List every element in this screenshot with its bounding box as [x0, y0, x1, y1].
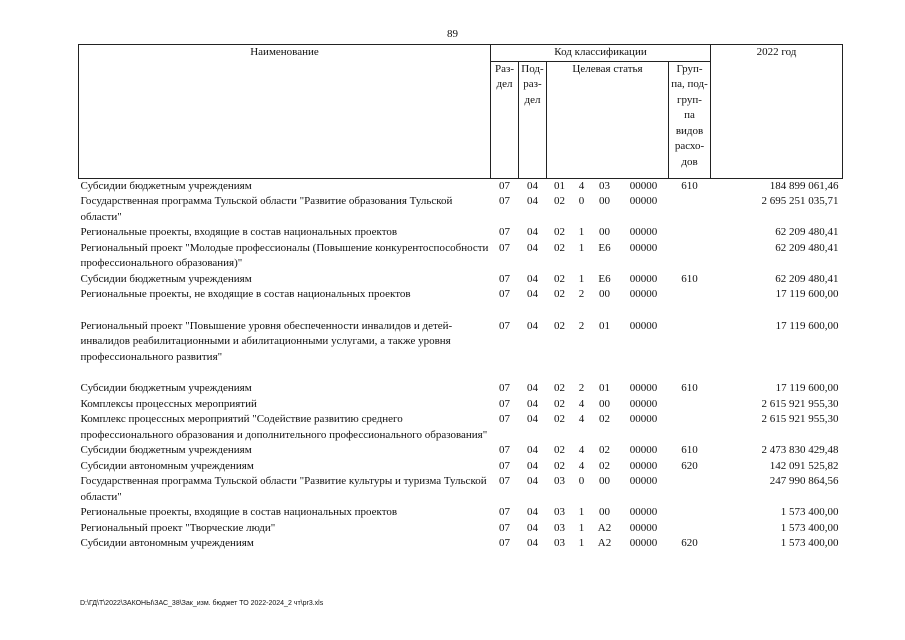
- row-target-1: 03: [554, 506, 565, 518]
- row-amount: 1 573 400,00: [780, 537, 839, 549]
- row-subsection: 04: [527, 413, 538, 425]
- row-name: Региональные проекты, входящие в состав национальных проектов: [80, 226, 398, 238]
- row-target-1: 02: [554, 319, 565, 332]
- row-section: 07: [499, 382, 510, 394]
- row-group: [669, 521, 711, 537]
- row-group: [669, 397, 711, 413]
- row-amount: 62 209 480,41: [775, 241, 839, 254]
- row-target-4: 00000: [629, 288, 658, 300]
- row-amount: 1 573 400,00: [780, 506, 839, 518]
- row-group: 610: [681, 272, 698, 285]
- row-amount: 247 990 864,56: [769, 475, 839, 487]
- row-target-4: 00000: [629, 179, 658, 192]
- row-amount: 2 615 921 955,30: [761, 413, 839, 425]
- row-target-1: 02: [554, 195, 565, 207]
- row-target-4: 00000: [629, 521, 658, 534]
- row-target-3: 00: [599, 288, 610, 300]
- row-name: Государственная программа Тульской области "Развитие культуры и туризма Тульской области": [80, 475, 487, 503]
- table-row: [79, 443, 843, 459]
- row-group: [669, 287, 711, 303]
- table-row: [79, 521, 843, 537]
- table-row: [79, 272, 843, 288]
- row-subsection: 04: [527, 444, 538, 456]
- row-name: Региональный проект "Молодые профессионалы (Повышение конкурентоспособности профессионального образования)": [80, 241, 489, 269]
- row-target-3: 01: [599, 382, 610, 394]
- row-section: 07: [499, 288, 510, 300]
- row-target-1: 03: [554, 521, 565, 534]
- row-name: Комплексы процессных мероприятий: [80, 397, 257, 410]
- row-group: 620: [681, 537, 698, 549]
- row-target-3: 00: [599, 506, 610, 518]
- row-section: 07: [499, 226, 510, 238]
- row-target-3: 02: [599, 444, 610, 456]
- header-name: Наименование: [79, 45, 491, 179]
- row-target-2: 1: [578, 521, 585, 534]
- row-section: 07: [499, 241, 510, 254]
- table-row: [79, 505, 843, 521]
- row-spacer: [79, 303, 843, 319]
- row-target-4: 00000: [629, 382, 658, 394]
- row-target-3: 02: [599, 459, 610, 472]
- row-name: Субсидии автономным учреждениям: [80, 537, 254, 549]
- row-target-1: 02: [554, 459, 565, 472]
- table-row: [79, 194, 843, 225]
- row-section: 07: [499, 475, 510, 487]
- row-amount: 17 119 600,00: [775, 319, 839, 332]
- row-target-4: 00000: [629, 459, 658, 472]
- row-subsection: 04: [527, 195, 538, 207]
- header-group: Груп- па, под- груп- па видов расхо- дов: [669, 61, 711, 178]
- row-name: Субсидии автономным учреждениям: [80, 459, 254, 472]
- row-target-3: 00: [599, 475, 610, 487]
- row-amount: 62 209 480,41: [775, 226, 839, 238]
- row-group: [669, 474, 711, 505]
- row-group: [669, 319, 711, 366]
- row-target-2: 4: [578, 397, 585, 410]
- row-subsection: 04: [527, 179, 538, 192]
- row-target-1: 02: [554, 444, 565, 456]
- row-amount: 184 899 061,46: [769, 179, 839, 192]
- budget-table: [78, 44, 843, 552]
- row-section: 07: [499, 537, 510, 549]
- header-subsection: Под- раз- дел: [519, 61, 547, 178]
- table-row: [79, 241, 843, 272]
- row-subsection: 04: [527, 521, 538, 534]
- row-group: [669, 505, 711, 521]
- table-row: [79, 225, 843, 241]
- row-target-4: 00000: [629, 272, 658, 285]
- table-row: [79, 381, 843, 397]
- row-amount: 142 091 525,82: [769, 459, 839, 472]
- row-target-2: 4: [578, 444, 585, 456]
- row-name: Региональные проекты, входящие в состав национальных проектов: [80, 506, 398, 518]
- row-subsection: 04: [527, 241, 538, 254]
- row-section: 07: [499, 413, 510, 425]
- row-target-2: 1: [578, 241, 585, 254]
- row-target-4: 00000: [629, 397, 658, 410]
- budget-table-container: [78, 44, 842, 552]
- row-section: 07: [499, 195, 510, 207]
- row-target-1: 02: [554, 397, 565, 410]
- row-target-3: 03: [599, 179, 610, 192]
- row-section: 07: [499, 444, 510, 456]
- row-amount: 1 573 400,00: [780, 521, 839, 534]
- row-section: 07: [499, 272, 510, 285]
- row-target-4: 00000: [629, 195, 658, 207]
- row-target-4: 00000: [629, 319, 658, 332]
- row-section: 07: [499, 506, 510, 518]
- row-amount: 2 615 921 955,30: [761, 397, 839, 410]
- row-subsection: 04: [527, 537, 538, 549]
- row-subsection: 04: [527, 382, 538, 394]
- row-name: Региональный проект "Повышение уровня обеспеченности инвалидов и детей-инвалидов реабилитационными и абилитационными услугами, а также уровня профессионального развития": [80, 319, 453, 363]
- row-group: 620: [681, 459, 698, 472]
- row-target-3: 00: [599, 195, 610, 207]
- row-target-1: 02: [554, 241, 565, 254]
- table-body: [79, 178, 843, 552]
- row-target-4: 00000: [629, 241, 658, 254]
- header-year: 2022 год: [711, 45, 843, 179]
- row-group: [669, 412, 711, 443]
- row-target-2: 2: [578, 319, 585, 332]
- row-name: Государственная программа Тульской области "Развитие образования Тульской области": [80, 195, 453, 223]
- row-section: 07: [499, 459, 510, 472]
- table-row: [79, 459, 843, 475]
- row-target-1: 02: [554, 382, 565, 394]
- table-row: [79, 319, 843, 366]
- row-name: Региональный проект "Творческие люди": [80, 521, 276, 534]
- row-target-2: 1: [578, 226, 585, 238]
- row-target-2: 0: [578, 195, 585, 207]
- row-target-2: 4: [578, 179, 585, 192]
- row-target-4: 00000: [629, 226, 658, 238]
- row-name: Комплекс процессных мероприятий "Содействие развитию среднего профессионального образования и дополнительного профессионального образования": [80, 413, 488, 441]
- row-amount: 17 119 600,00: [775, 382, 839, 394]
- row-target-2: 1: [578, 506, 585, 518]
- row-spacer: [79, 365, 843, 381]
- table-row: [79, 287, 843, 303]
- header-section: Раз- дел: [491, 61, 519, 178]
- row-target-1: 02: [554, 226, 565, 238]
- row-name: Региональные проекты, не входящие в состав национальных проектов: [80, 288, 411, 300]
- row-target-3: Е6: [598, 241, 611, 254]
- row-target-2: 1: [578, 272, 585, 285]
- row-section: 07: [499, 179, 510, 192]
- row-target-1: 03: [554, 475, 565, 487]
- row-amount: 2 473 830 429,48: [761, 444, 839, 456]
- row-target-1: 03: [554, 537, 565, 549]
- row-subsection: 04: [527, 288, 538, 300]
- row-subsection: 04: [527, 226, 538, 238]
- table-row: [79, 412, 843, 443]
- row-target-2: 2: [578, 288, 585, 300]
- row-group: 610: [681, 382, 698, 394]
- row-target-1: 01: [554, 179, 565, 192]
- row-section: 07: [499, 521, 510, 534]
- row-target-3: 00: [599, 226, 610, 238]
- row-target-1: 02: [554, 288, 565, 300]
- row-name: Субсидии бюджетным учреждениям: [80, 444, 252, 456]
- row-section: 07: [499, 397, 510, 410]
- row-target-4: 00000: [629, 537, 658, 549]
- row-amount: 17 119 600,00: [775, 288, 839, 300]
- table-row: [79, 178, 843, 194]
- row-target-3: 00: [599, 397, 610, 410]
- row-section: 07: [499, 319, 510, 332]
- row-group: [669, 241, 711, 272]
- row-target-4: 00000: [629, 506, 658, 518]
- row-target-2: 4: [578, 413, 585, 425]
- row-group: 610: [681, 444, 698, 456]
- table-row: [79, 536, 843, 552]
- row-target-4: 00000: [629, 475, 658, 487]
- row-target-2: 2: [578, 382, 585, 394]
- row-subsection: 04: [527, 397, 538, 410]
- row-group: [669, 225, 711, 241]
- row-subsection: 04: [527, 475, 538, 487]
- row-target-3: 01: [599, 319, 610, 332]
- row-target-4: 00000: [629, 444, 658, 456]
- row-target-3: А2: [597, 521, 612, 534]
- row-amount: 2 695 251 035,71: [761, 195, 839, 207]
- row-subsection: 04: [527, 272, 538, 285]
- row-name: Субсидии бюджетным учреждениям: [80, 179, 252, 192]
- header-classification: Код классификации: [491, 45, 711, 62]
- row-group: [669, 194, 711, 225]
- row-subsection: 04: [527, 459, 538, 472]
- file-path-footer: D:\ГД\Т\2022\ЗАКОНЫ\ЗАС_38\Зак_изм. бюджет ТО 2022-2024_2 чт\pr3.xls: [80, 600, 324, 607]
- row-name: Субсидии бюджетным учреждениям: [80, 272, 252, 285]
- row-target-2: 1: [578, 537, 585, 549]
- row-target-3: 02: [599, 413, 610, 425]
- row-subsection: 04: [527, 506, 538, 518]
- table-row: [79, 474, 843, 505]
- row-amount: 62 209 480,41: [775, 272, 839, 285]
- row-target-4: 00000: [629, 413, 658, 425]
- table-row: [79, 397, 843, 413]
- row-name: Субсидии бюджетным учреждениям: [80, 382, 252, 394]
- row-target-1: 02: [554, 413, 565, 425]
- page-number: 89: [447, 28, 458, 40]
- row-target-2: 4: [578, 459, 585, 472]
- row-target-1: 02: [554, 272, 565, 285]
- row-subsection: 04: [527, 319, 538, 332]
- row-target-3: А2: [597, 537, 612, 549]
- row-target-3: Е6: [598, 272, 611, 285]
- row-group: 610: [681, 179, 698, 192]
- row-target-2: 0: [578, 475, 585, 487]
- header-target: Целевая статья: [547, 61, 669, 178]
